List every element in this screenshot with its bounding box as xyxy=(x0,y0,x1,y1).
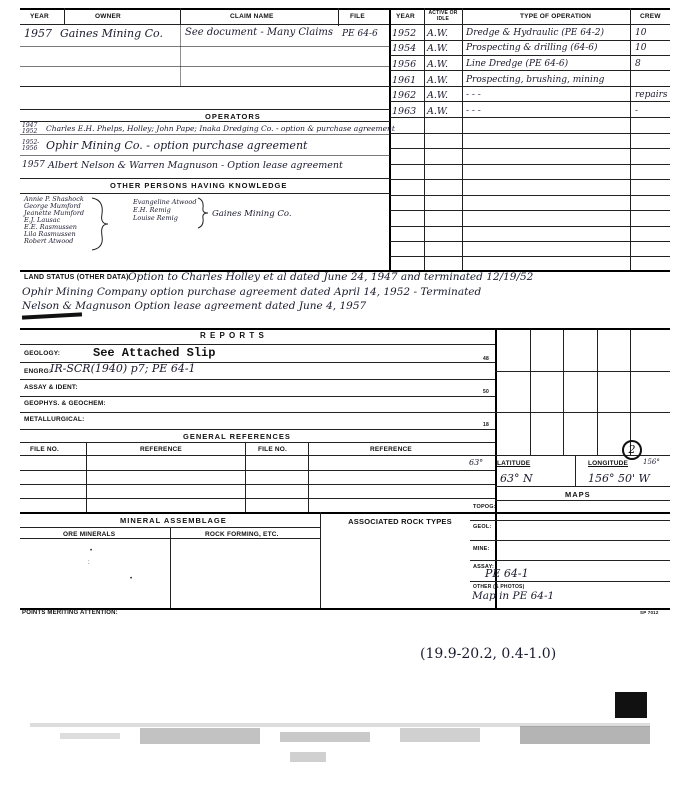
operation-crew: 8 xyxy=(635,59,641,69)
person: E.J. Lausac xyxy=(24,216,61,224)
header-rule xyxy=(20,24,670,25)
col-crew-header: CREW xyxy=(640,13,661,20)
divider xyxy=(170,527,171,608)
operation-status: A.W. xyxy=(427,43,449,54)
land-status-label: LAND STATUS (OTHER DATA) xyxy=(24,274,129,281)
person: Annie P. Shashock xyxy=(24,195,84,203)
scan-noise xyxy=(60,733,120,739)
row-rule xyxy=(20,442,495,443)
row-rule xyxy=(390,179,670,180)
row-rule xyxy=(20,470,495,471)
maps-title: MAPS xyxy=(565,490,591,499)
longitude-value: 156° 50' W xyxy=(588,472,650,485)
row-rule xyxy=(390,55,670,56)
reports-title: R E P O R T S xyxy=(200,331,265,340)
maps-assay-value: PE 64-1 xyxy=(485,567,529,580)
bullet-mark: : xyxy=(88,560,90,566)
annotation: (19.9-20.2, 0.4-1.0) xyxy=(420,646,557,662)
land-status-line3: Nelson & Magnuson Option lease agreement dated June 4, 1957 xyxy=(22,300,367,312)
divider xyxy=(180,8,181,24)
maps-other: OTHER (& PHOTOS) xyxy=(473,584,525,590)
operation-type: - - - xyxy=(466,90,481,100)
col-year-header: YEAR xyxy=(30,13,49,20)
divider xyxy=(320,512,321,608)
knowledge-title: OTHER PERSONS HAVING KNOWLEDGE xyxy=(110,181,288,190)
land-status-line1: Option to Charles Holley et al dated June 24, 1947 and terminated 12/19/52 xyxy=(128,271,534,283)
row-rule xyxy=(470,520,670,521)
operation-year: 1952 xyxy=(392,28,417,39)
operation-year: 1956 xyxy=(392,59,417,70)
row-rule xyxy=(495,500,670,501)
row-rule xyxy=(390,148,670,149)
grid-rule xyxy=(495,371,670,372)
operation-type: Prospecting, brushing, mining xyxy=(466,75,605,85)
divider xyxy=(424,8,425,270)
maps-mine: MINE: xyxy=(473,546,490,552)
col-type-header: TYPE OF OPERATION xyxy=(520,13,592,20)
maps-other-value: Map in PE 64-1 xyxy=(472,590,555,602)
operation-status: A.W. xyxy=(427,59,449,70)
row-rule xyxy=(390,86,670,87)
row-rule xyxy=(20,109,390,110)
operator-year-2: 1952-1956 xyxy=(22,139,40,152)
maps-topog: TOPOG: xyxy=(473,504,496,510)
points-meriting-label: POINTS MERITING ATTENTION: xyxy=(22,610,118,616)
row-rule xyxy=(20,484,495,485)
person: Lila Rasmussen xyxy=(24,230,76,238)
claim-name: See document - Many Claims xyxy=(185,27,334,38)
row-rule xyxy=(20,46,390,47)
person: George Mumford xyxy=(24,202,81,210)
row-rule xyxy=(20,379,495,380)
row-rule xyxy=(390,133,670,134)
col-year2-header: YEAR xyxy=(396,13,415,20)
engrg-value: IR-SCR(1940) p7; PE 64-1 xyxy=(50,362,196,375)
row-rule xyxy=(390,226,670,227)
divider xyxy=(308,442,309,512)
maps-assay: ASSAY: xyxy=(473,564,495,570)
engrg-label: ENGRG: xyxy=(24,368,52,375)
row-rule xyxy=(470,540,670,541)
scan-noise xyxy=(290,752,326,762)
operation-year: 1961 xyxy=(392,75,417,86)
grid-rule xyxy=(495,412,670,413)
operator-text-1: Charles E.H. Phelps, Holley; John Pape; Inaka Dredging Co. - option & purchase agreement xyxy=(46,124,395,133)
operation-year: 1954 xyxy=(392,43,417,54)
person: E.H. Remig xyxy=(133,206,171,214)
divider xyxy=(245,442,246,512)
bullet-mark: • xyxy=(130,576,133,582)
owner-name: Gaines Mining Co. xyxy=(60,27,163,40)
geology-label: GEOLOGY: xyxy=(24,350,61,357)
scan-noise xyxy=(400,728,480,742)
knowledge-group: Gaines Mining Co. xyxy=(212,209,292,219)
operation-crew: - xyxy=(635,106,639,116)
operation-year: 1963 xyxy=(392,106,417,117)
file-number: PE 64-6 xyxy=(342,29,378,39)
row-rule xyxy=(20,134,390,135)
ref-col-file2: FILE NO. xyxy=(258,446,288,453)
row-rule xyxy=(390,210,670,211)
operator-text-3: Albert Nelson & Warren Magnuson - Option lease agreement xyxy=(48,160,343,171)
operator-text-2: Ophir Mining Co. - option purchase agreement xyxy=(46,139,308,152)
knowledge-left xyxy=(24,196,84,245)
row-rule xyxy=(390,164,670,165)
row-rule xyxy=(390,101,670,102)
operator-year-3: 1957 xyxy=(22,160,45,170)
ref-col-reference: REFERENCE xyxy=(140,446,182,453)
ref-col-file: FILE NO. xyxy=(30,446,60,453)
form-number: SP 7012 xyxy=(640,610,659,615)
divider xyxy=(86,442,87,512)
rock-forming-label: ROCK FORMING, ETC. xyxy=(205,531,279,538)
row-rule xyxy=(20,86,390,87)
person: Louise Remig xyxy=(133,214,178,222)
metallurgical-label: METALLURGICAL: xyxy=(24,416,85,423)
operator-year-1: 1947 1952 xyxy=(22,122,38,135)
row-rule xyxy=(20,344,495,345)
person: E.E. Rasmussen xyxy=(24,223,77,231)
scan-artifact xyxy=(615,692,647,718)
operation-type: Prospecting & drilling (64-6) xyxy=(466,43,598,53)
brace-left xyxy=(90,196,114,252)
divider xyxy=(597,330,598,455)
general-references-title: GENERAL REFERENCES xyxy=(183,432,291,441)
owner-year: 1957 xyxy=(24,27,52,40)
divider xyxy=(180,24,181,86)
row-rule xyxy=(20,396,495,397)
scan-noise xyxy=(140,728,260,744)
row-rule xyxy=(390,195,670,196)
ref-col-reference2: REFERENCE xyxy=(370,446,412,453)
row-rule xyxy=(20,429,495,430)
row-rule xyxy=(20,66,390,67)
col-file-header: FILE xyxy=(350,13,365,20)
land-status-line2: Ophir Mining Company option purchase agreement dated April 14, 1952 - Terminated xyxy=(22,286,482,298)
latitude-value: 63° N xyxy=(500,472,533,485)
circled-number: 2 xyxy=(622,440,642,460)
divider xyxy=(530,330,531,455)
operation-status: A.W. xyxy=(427,28,449,39)
person: Robert Atwood xyxy=(24,237,74,245)
operation-status: A.W. xyxy=(427,106,449,117)
row-rule xyxy=(390,256,670,257)
top-border xyxy=(20,8,670,10)
knowledge-right xyxy=(133,198,197,222)
divider xyxy=(462,8,463,270)
grid-rule xyxy=(495,455,670,456)
latitude-label: LATITUDE xyxy=(497,460,531,467)
row-rule xyxy=(390,40,670,41)
num-50: 50 xyxy=(483,389,489,395)
num-48: 48 xyxy=(483,356,489,362)
scan-noise xyxy=(280,732,370,742)
num-18: 18 xyxy=(483,422,489,428)
row-rule xyxy=(20,412,495,413)
ore-minerals-label: ORE MINERALS xyxy=(63,531,116,538)
person: Evangeline Atwood xyxy=(133,198,197,206)
operation-crew: 10 xyxy=(635,43,647,53)
row-rule xyxy=(495,486,670,487)
divider xyxy=(338,8,339,26)
operation-year: 1962 xyxy=(392,90,417,101)
geophys-label: GEOPHYS. & GEOCHEM: xyxy=(24,400,106,407)
row-rule xyxy=(470,560,670,561)
divider xyxy=(389,8,391,270)
operation-crew: repairs xyxy=(635,90,668,100)
divider xyxy=(563,330,564,455)
operation-status: A.W. xyxy=(427,90,449,101)
scan-noise xyxy=(520,726,650,744)
col-active-header: ACTIVE OR IDLE xyxy=(428,10,458,22)
row-rule xyxy=(20,155,390,156)
row-rule xyxy=(390,70,670,71)
bullet-mark: • xyxy=(90,548,93,554)
row-rule xyxy=(470,581,670,582)
operation-type: Line Dredge (PE 64-6) xyxy=(466,59,569,69)
person: Jeanette Mumford xyxy=(24,209,85,217)
row-rule xyxy=(390,117,670,118)
operation-type: Dredge & Hydraulic (PE 64-2) xyxy=(466,28,604,38)
section-rule xyxy=(20,328,670,330)
section-rule xyxy=(20,512,670,514)
col-claim-header: CLAIM NAME xyxy=(230,13,274,20)
row-rule xyxy=(20,178,390,179)
operation-crew: 10 xyxy=(635,28,647,38)
scribble-mark xyxy=(22,312,82,319)
operation-type: - - - xyxy=(466,106,481,116)
assay-label: ASSAY & IDENT: xyxy=(24,384,78,391)
row-rule xyxy=(20,193,390,194)
col-owner-header: OWNER xyxy=(95,13,121,20)
row-rule xyxy=(20,121,390,122)
associated-rock-label: ASSOCIATED ROCK TYPES xyxy=(348,517,452,526)
divider xyxy=(64,8,65,24)
divider xyxy=(575,455,576,486)
geology-value: See Attached Slip xyxy=(93,346,216,360)
divider xyxy=(630,330,631,455)
operators-title: OPERATORS xyxy=(205,112,261,121)
lat-prefix: 63° xyxy=(469,458,484,467)
lon-suffix: 156° xyxy=(643,458,660,466)
brace-right xyxy=(196,196,210,230)
longitude-label: LONGITUDE xyxy=(588,460,629,467)
mineral-title: MINERAL ASSEMBLAGE xyxy=(120,516,227,525)
row-rule xyxy=(20,498,495,499)
row-rule xyxy=(390,241,670,242)
divider xyxy=(630,8,631,270)
maps-geol: GEOL: xyxy=(473,524,492,530)
row-rule xyxy=(20,455,495,456)
operation-status: A.W. xyxy=(427,75,449,86)
